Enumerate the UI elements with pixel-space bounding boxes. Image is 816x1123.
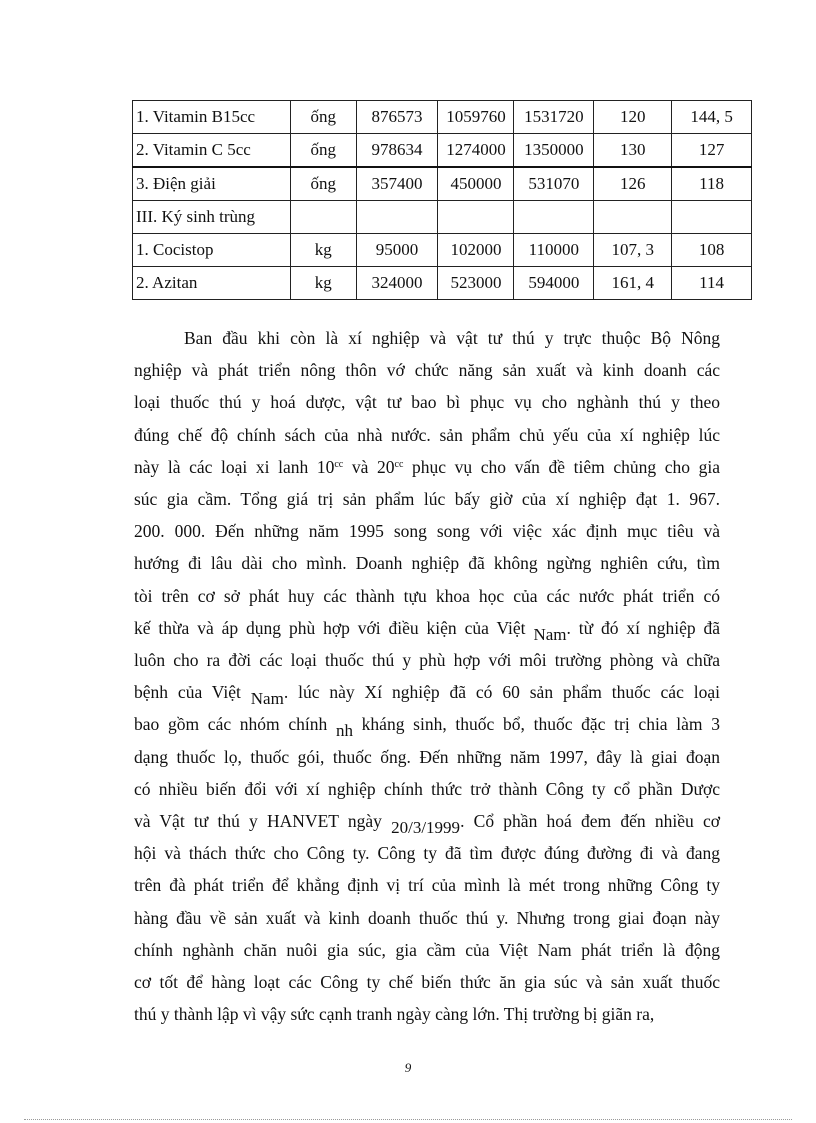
page-number: 9 (404, 1060, 412, 1075)
ratio-cell: 126 (594, 167, 672, 201)
text-line: súc gia cầm. Tổng giá trị sản phẩm lúc bấy giờ của xí nghiệp đạt 1. 967. (134, 489, 720, 510)
item-name-cell: 3. Điện giải (133, 167, 291, 201)
table-row (133, 267, 752, 300)
value-cell: 523000 (438, 267, 514, 300)
unit-cell: kg (290, 267, 356, 300)
value-cell: 450000 (438, 167, 514, 201)
text-run: kế thừa và áp dụng phù hợp với điều kiện của Việt (134, 617, 534, 638)
text-line: Ban đầu khi còn là xí nghiệp và vật tư thú y trực thuộc Bộ Nông (184, 328, 720, 348)
text-line: tòi trên cơ sở phát huy các thành tựu khoa học của các nước phát triển có (134, 585, 720, 606)
table-row (133, 134, 752, 168)
text-line: dạng thuốc lọ, thuốc gói, thuốc ống. Đến những năm 1997, đây là giai đoạn (134, 746, 720, 767)
unit-cell (290, 201, 356, 234)
item-name-cell: 2. Vitamin C 5cc (133, 134, 291, 168)
text-run: và 20 (343, 456, 395, 477)
value-cell: 978634 (356, 134, 438, 168)
table-row (133, 234, 752, 267)
text-run: . Cổ phần hoá đem đến nhiều cơ (460, 811, 720, 832)
value-cell: 876573 (356, 101, 438, 134)
text-line: luôn cho ra đời các loại thuốc thú y phù hợp với môi trường phòng và chữa (134, 650, 720, 671)
value-cell: 594000 (514, 267, 594, 300)
unit-cell: ống (290, 167, 356, 201)
text-line: hội và thách thức cho Công ty. Công ty đã tìm được đúng đường đi và đang (134, 843, 720, 864)
ratio-cell: 127 (672, 134, 752, 168)
text-run: . từ đó xí nghiệp đã (566, 617, 721, 638)
section-heading-cell: III. Ký sinh trùng (133, 201, 291, 234)
text-line (134, 676, 720, 708)
text-line (134, 708, 720, 740)
text-line: trên đà phát triển để khẳng định vị trí của mình là mét trong những Công ty (134, 875, 720, 896)
ratio-cell (672, 201, 752, 234)
text-run: và Vật tư thú y HANVET ngày (134, 811, 392, 832)
ratio-cell: 108 (672, 234, 752, 267)
table-row (133, 167, 752, 201)
unit-cell: ống (290, 134, 356, 168)
value-cell: 1274000 (438, 134, 514, 168)
lowered-text: nh (335, 721, 353, 741)
text-line: hàng đầu về sản xuất và kinh doanh thuốc thú y. Nhưng trong giai đoạn này (134, 907, 720, 928)
text-line: có nhiều biến đổi với xí nghiệp chính thức trở thành Công ty cổ phần Dược (134, 778, 720, 799)
ratio-cell: 114 (672, 267, 752, 300)
unit-cell: ống (290, 101, 356, 134)
body-paragraph (134, 322, 720, 1030)
text-line: thú y thành lập vì vậy sức cạnh tranh ngày càng lớn. Thị trường bị giãn ra, (134, 1004, 655, 1025)
text-run: này là các loại xi lanh 10 (134, 456, 335, 477)
ratio-cell: 144, 5 (672, 101, 752, 134)
text-line: đúng chế độ chính sách của nhà nước. sản phẩm chủ yếu của xí nghiệp lúc (134, 424, 720, 445)
text-run: bao gồm các nhóm chính (134, 714, 336, 735)
value-cell: 1350000 (514, 134, 594, 168)
superscript-cc: cc (394, 458, 404, 470)
lowered-text: Nam (250, 689, 284, 709)
text-line (134, 451, 720, 483)
text-line (134, 805, 720, 837)
ratio-cell: 161, 4 (594, 267, 672, 300)
item-name-cell: 1. Cocistop (133, 234, 291, 267)
lowered-text: Nam (533, 624, 567, 644)
text-run: bệnh của Việt (134, 682, 251, 703)
superscript-cc: cc (334, 458, 344, 470)
item-name-cell: 1. Vitamin B15cc (133, 101, 291, 134)
value-cell: 1531720 (514, 101, 594, 134)
ratio-cell (594, 201, 672, 234)
value-cell (356, 201, 438, 234)
ratio-cell: 118 (672, 167, 752, 201)
value-cell: 357400 (356, 167, 438, 201)
text-run: kháng sinh, thuốc bổ, thuốc đặc trị chia làm 3 (352, 714, 720, 735)
product-table (132, 100, 752, 300)
table-row (133, 101, 752, 134)
text-line: hướng đi lâu dài cho mình. Doanh nghiệp đã không ngừng nghiên cứu, tìm (134, 553, 720, 574)
ratio-cell: 120 (594, 101, 672, 134)
value-cell (438, 201, 514, 234)
value-cell: 324000 (356, 267, 438, 300)
text-line: loại thuốc thú y hoá dược, vật tư bao bì phục vụ cho nghành thú y theo (134, 392, 720, 413)
value-cell: 531070 (514, 167, 594, 201)
unit-cell: kg (290, 234, 356, 267)
text-line: chính nghành chăn nuôi gia súc, gia cầm của Việt Nam phát triển là động (134, 939, 720, 960)
value-cell: 102000 (438, 234, 514, 267)
value-cell: 110000 (514, 234, 594, 267)
value-cell: 95000 (356, 234, 438, 267)
text-run: . lúc này Xí nghiệp đã có 60 sản phẩm thuốc các loại (283, 682, 720, 703)
value-cell: 1059760 (438, 101, 514, 134)
ratio-cell: 130 (594, 134, 672, 168)
item-name-cell: 2. Azitan (133, 267, 291, 300)
text-line: nghiệp và phát triển nông thôn vớ chức năng sản xuất và kinh doanh các (134, 360, 720, 381)
text-line: 200. 000. Đến những năm 1995 song song với việc xác định mục tiêu và (134, 521, 720, 542)
lowered-text: 20/3/1999 (391, 818, 461, 838)
footer-divider (24, 1119, 792, 1120)
text-run: phục vụ cho vấn đề tiêm chủng cho gia (403, 456, 720, 477)
table-section-row (133, 201, 752, 234)
text-line: cơ tốt để hàng loạt các Công ty chế biến thức ăn gia súc và sản xuất thuốc (134, 972, 720, 993)
ratio-cell: 107, 3 (594, 234, 672, 267)
value-cell (514, 201, 594, 234)
text-line (134, 612, 720, 644)
